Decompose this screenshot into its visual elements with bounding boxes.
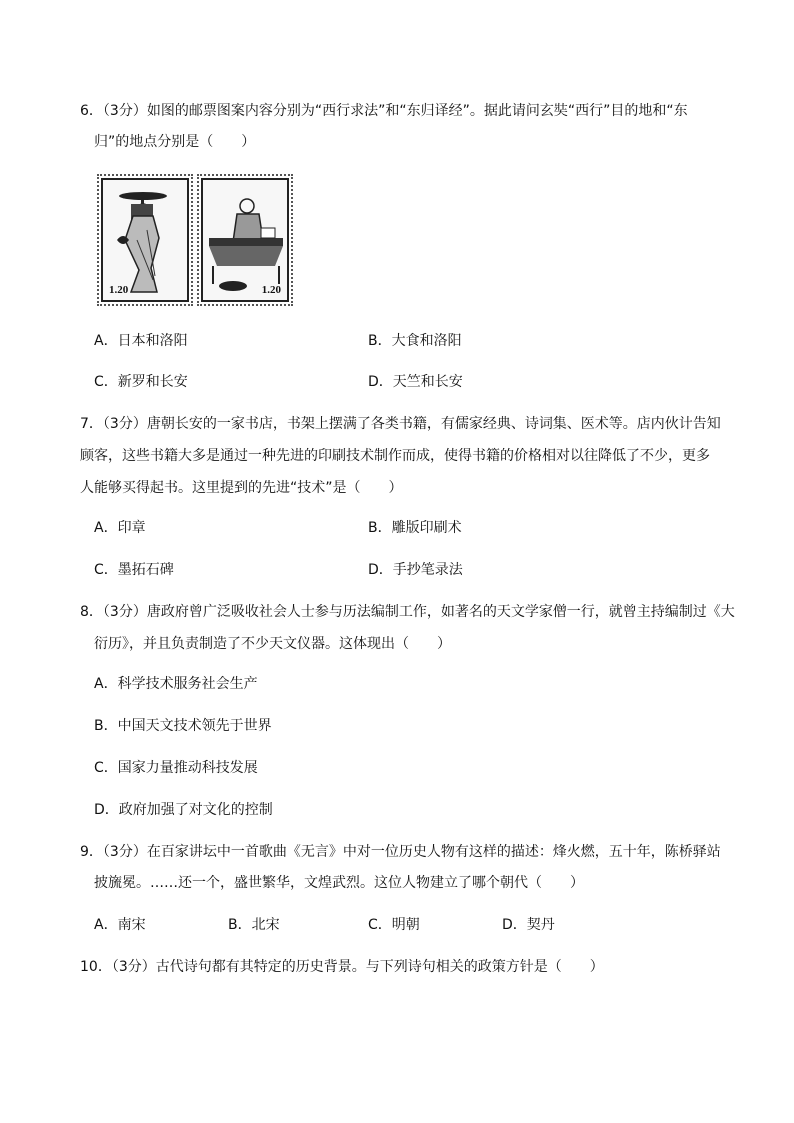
question-7-line-2: 顾客，这些书籍大多是通过一种先进的印刷技术制作而成，使得书籍的价格相对以往降低了不少，更多 [80, 448, 710, 464]
question-7-line-3: 人能够买得起书。这里提到的先进“技术”是（ ） [80, 480, 403, 496]
question-9-option-c: C．明朝 [368, 917, 420, 933]
question-10-line-1: 10．（3分）古代诗句都有其特定的历史背景。与下列诗句相关的政策方针是（ ） [80, 959, 604, 975]
stamp-value: 1.20 [109, 284, 129, 296]
question-7-line-1: 7．（3分）唐朝长安的一家书店，书架上摆满了各类书籍，有儒家经典、诗词集、医术等。店内伙计告知 [80, 416, 721, 432]
question-8-line-1: 8．（3分）唐政府曾广泛吸收社会人士参与历法编制工作，如著名的天文学家僧一行，就曾主持编制过《大 [80, 604, 735, 620]
question-6-option-c: C．新罗和长安 [94, 374, 188, 390]
question-7-option-a: A．印章 [94, 520, 146, 536]
stamp-value: 1.20 [261, 284, 281, 296]
question-7-option-b: B．雕版印刷术 [368, 520, 462, 536]
stamp-west-journey [97, 174, 193, 306]
question-6-option-d: D．天竺和长安 [368, 374, 463, 390]
question-8-option-a: A．科学技术服务社会生产 [94, 676, 258, 692]
question-7-option-c: C．墨拓石碑 [94, 562, 174, 578]
monk-walking-illustration [103, 180, 187, 300]
question-6-option-a: A．日本和洛阳 [94, 333, 188, 349]
question-9-line-2: 披旒冕。……还一个，盛世繁华，文煌武烈。这位人物建立了哪个朝代（ ） [94, 875, 584, 891]
question-6-option-b: B．大食和洛阳 [368, 333, 462, 349]
question-8-option-b: B．中国天文技术领先于世界 [94, 718, 272, 734]
question-8-option-c: C．国家力量推动科技发展 [94, 760, 258, 776]
question-8-option-d: D．政府加强了对文化的控制 [94, 802, 273, 818]
stamp-images [97, 174, 297, 308]
question-9-option-b: B．北宋 [228, 917, 280, 933]
question-9-option-a: A．南宋 [94, 917, 146, 933]
question-7-option-d: D．手抄笔录法 [368, 562, 463, 578]
question-6-line-1: 6．（3分）如图的邮票图案内容分别为“西行求法”和“东归译经”。据此请问玄奘“西行”目的地和“东 [80, 103, 688, 119]
monk-translating-illustration [203, 180, 287, 300]
question-8-line-2: 衍历》，并且负责制造了不少天文仪器。这体现出（ ） [94, 636, 451, 652]
question-9-line-1: 9．（3分）在百家讲坛中一首歌曲《无言》中对一位历史人物有这样的描述：烽火燃，五十年，陈桥驿站 [80, 844, 721, 860]
question-6-line-2: 归”的地点分别是（ ） [94, 134, 256, 150]
stamp-return-translate [197, 174, 293, 306]
question-9-option-d: D．契丹 [502, 917, 555, 933]
